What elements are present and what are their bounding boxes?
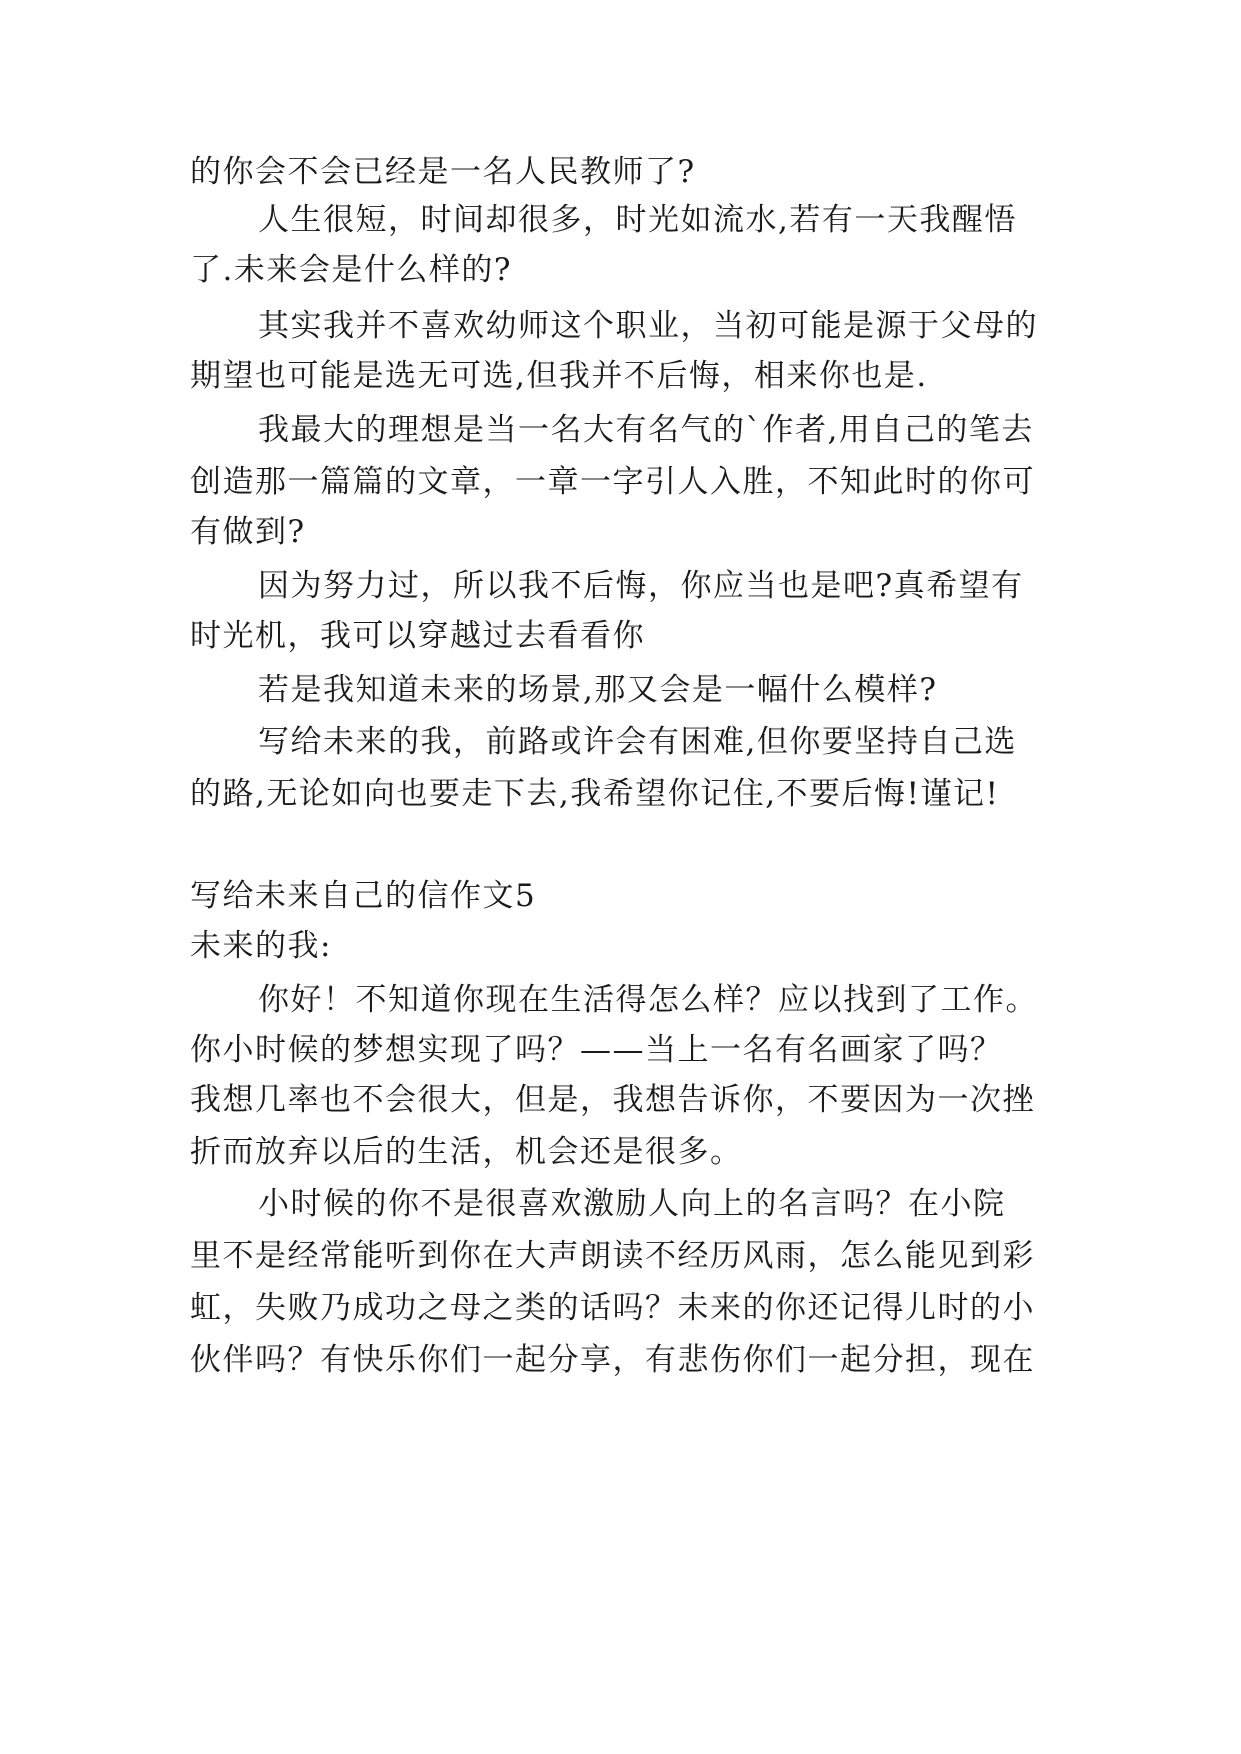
text-line: 因为努力过，所以我不后悔，你应当也是吧?真希望有: [258, 568, 1024, 604]
text-line: 了.未来会是什么样的?: [190, 252, 512, 288]
text-line: 期望也可能是选无可选,但我并不后悔，相来你也是.: [190, 358, 928, 394]
text-line: 写给未来的我，前路或许会有困难,但你要坚持自己选: [258, 724, 1017, 760]
text-line: 创造那一篇篇的文章，一章一字引人入胜，不知此时的你可: [190, 464, 1035, 500]
text-line: 人生很短，时间却很多，时光如流水,若有一天我醒悟: [258, 202, 1017, 238]
text-line: 里不是经常能听到你在大声朗读不经历风雨，怎么能见到彩: [190, 1238, 1035, 1274]
text-line: 我想几率也不会很大，但是，我想告诉你，不要因为一次挫: [190, 1082, 1035, 1118]
text-line: 的你会不会已经是一名人民教师了?: [190, 154, 696, 190]
text-line: 我最大的理想是当一名大有名气的`作者,用自己的笔去: [258, 412, 1034, 448]
text-line: 有做到?: [190, 514, 306, 550]
text-line: 其实我并不喜欢幼师这个职业，当初可能是源于父母的: [258, 308, 1038, 344]
text-line: 虹，失败乃成功之母之类的话吗？未来的你还记得儿时的小: [190, 1290, 1035, 1326]
text-line: 时光机，我可以穿越过去看看你: [190, 618, 645, 654]
salutation: 未来的我:: [190, 928, 332, 964]
text-line: 折而放弃以后的生活，机会还是很多。: [190, 1134, 743, 1170]
text-line: 伙伴吗？有快乐你们一起分享，有悲伤你们一起分担，现在: [190, 1342, 1035, 1378]
text-line: 的路,无论如向也要走下去,我希望你记住,不要后悔!谨记!: [190, 776, 1000, 812]
text-line: 你小时候的梦想实现了吗？——当上一名有名画家了吗？: [190, 1032, 1003, 1068]
text-line: 若是我知道未来的场景,那又会是一幅什么模样?: [258, 672, 938, 708]
section-heading: 写给未来自己的信作文5: [190, 878, 537, 914]
text-line: 你好！不知道你现在生活得怎么样？应以找到了工作。: [258, 982, 1038, 1018]
text-line: 小时候的你不是很喜欢激励人向上的名言吗？在小院: [258, 1186, 1006, 1222]
